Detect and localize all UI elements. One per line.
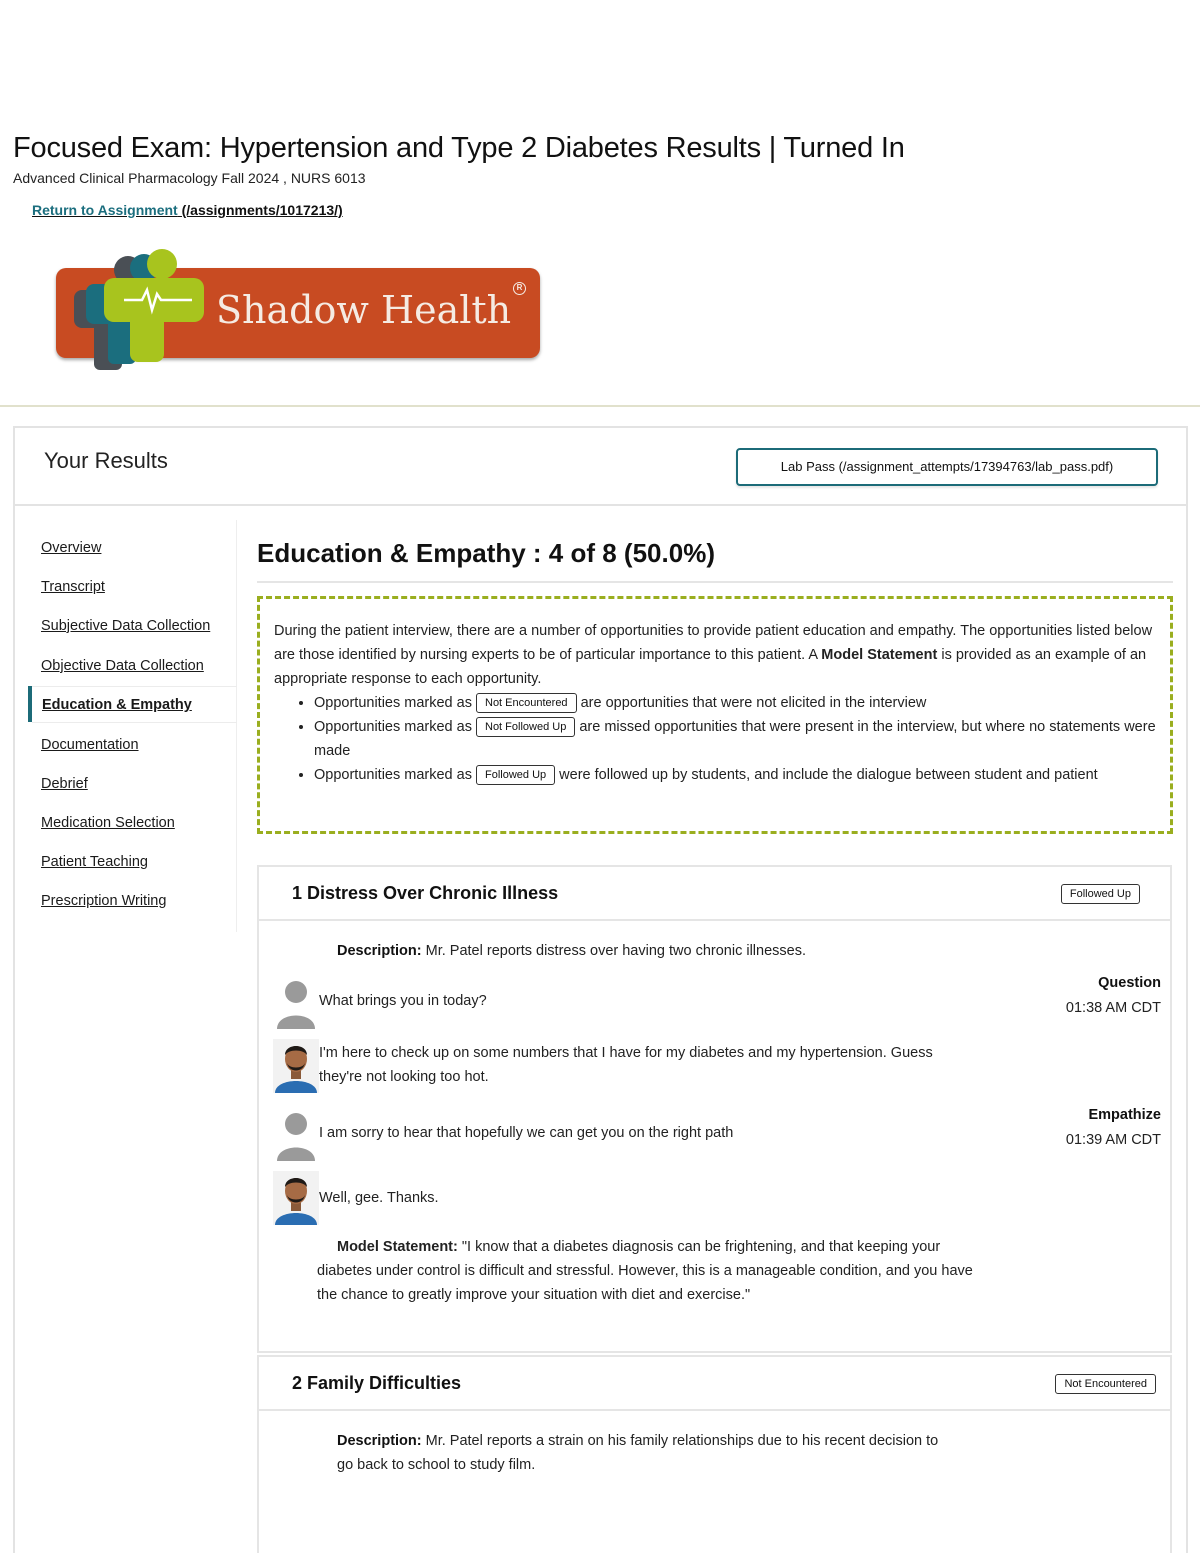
status-legend-list [314,691,1156,787]
info-intro-paragraph [274,619,1156,691]
student-avatar-icon [273,975,319,1029]
message-timestamp: 01:39 AM CDT [1065,1132,1161,1148]
sidebar-item-debrief[interactable]: Debrief [41,776,88,792]
legend-text: were followed up by students, and include the dialogue between student and patient [555,767,1098,783]
transcript-message [273,1107,1163,1161]
opportunity-header [259,867,1170,921]
legend-item [314,763,1156,787]
status-badge: Followed Up [1061,884,1140,904]
description-label: Description: [337,943,422,959]
description-text: Mr. Patel reports a strain on his family relationships due to his recent decision to go back to school to study film. [337,1433,939,1473]
legend-item [314,715,1156,763]
message-type: Question [1098,975,1161,991]
opportunity-card [257,865,1172,1353]
message-text: What brings you in today? [319,993,487,1009]
shadow-health-logo [56,248,542,376]
message-text: I am sorry to hear that hopefully we can get you on the right path [319,1125,734,1141]
description-text: Mr. Patel reports distress over having two chronic illnesses. [421,943,806,959]
info-intro: During the patient interview, there are a number of opportunities to provide patient education and empathy. The opportunities listed below are those identified by nursing experts to be of particular importance to this patient. A [274,623,1153,663]
legend-text: are opportunities that were not elicited in the interview [576,695,927,711]
model-statement-term: Model Statement [821,647,938,663]
sidebar-item-medication-selection[interactable]: Medication Selection [41,815,175,831]
status-badge: Not Followed Up [476,717,575,737]
opportunity-description [337,939,957,963]
sidebar-item-overview[interactable]: Overview [41,540,102,556]
message-text: Well, gee. Thanks. [319,1190,439,1206]
page-title: Focused Exam: Hypertension and Type 2 Diabetes Results | Turned In [13,132,905,164]
status-badge: Not Encountered [1055,1374,1156,1394]
model-statement [317,1235,997,1307]
student-avatar-icon [273,1107,319,1161]
legend-text: Opportunities marked as [314,695,476,711]
section-title-rule [257,581,1173,583]
transcript-message [273,1171,1163,1227]
model-statement-label: Model Statement: [337,1239,458,1255]
sidebar-item-education-empathy[interactable]: Education & Empathy [42,697,192,713]
info-intro-end: is provided as an example of an appropriate response to each opportunity. [274,647,1147,687]
message-timestamp: 01:38 AM CDT [1065,1000,1161,1016]
description-label: Description: [337,1433,422,1449]
status-badge: Not Encountered [476,693,577,713]
transcript-message [273,1039,1163,1095]
active-indicator [28,686,32,722]
opportunity-description [337,1429,947,1477]
sidebar-item-transcript[interactable]: Transcript [41,579,105,595]
return-link-path: (/assignments/1017213/) [177,202,343,218]
patient-avatar-icon [273,1039,319,1093]
sidebar-item-prescription-writing[interactable]: Prescription Writing [41,893,167,909]
lab-pass-button[interactable]: Lab Pass (/assignment_attempts/17394763/lab_pass.pdf) [736,448,1158,486]
transcript-message [273,975,1163,1029]
patient-avatar-icon [273,1171,319,1225]
opportunity-title: 2 Family Difficulties [292,1373,462,1393]
registered-mark: R [513,282,526,295]
header-separator [0,405,1200,407]
results-title: Your Results [44,448,168,473]
opportunity-title: 1 Distress Over Chronic Illness [292,883,559,903]
model-statement-text: "I know that a diabetes diagnosis can be frightening, and that keeping your diabetes under control is difficult and stressful. However, this is a manageable condition, and you have the chance to greatly improve your situation with diet and exercise." [317,1239,973,1303]
legend-text: Opportunities marked as [314,719,476,735]
return-to-assignment-link[interactable] [32,202,343,218]
sidebar-item-subjective-data-collection[interactable]: Subjective Data Collection [41,618,211,634]
shadow-health-logo-icon [64,248,214,376]
legend-item [314,691,1156,715]
legend-text: are missed opportunities that were present in the interview, but where no statements were made [314,719,1156,759]
legend-text: Opportunities marked as [314,767,476,783]
return-link-label: Return to Assignment [32,202,178,218]
message-text: I'm here to check up on some numbers that I have for my diabetes and my hypertension. Guess they're not looking too hot. [319,1045,933,1085]
info-box [257,596,1173,834]
sidebar-item-patient-teaching[interactable]: Patient Teaching [41,854,148,870]
section-title: Education & Empathy : 4 of 8 (50.0%) [257,538,715,568]
opportunity-card [257,1355,1172,1553]
results-header [15,428,1186,506]
status-badge: Followed Up [476,765,555,785]
logo-wordmark: Shadow Health [216,288,512,332]
results-sidebar [13,520,237,932]
active-divider-top [32,686,237,687]
sidebar-item-objective-data-collection[interactable]: Objective Data Collection [41,658,204,674]
message-type: Empathize [1088,1107,1161,1123]
course-name: Advanced Clinical Pharmacology Fall 2024 , NURS 6013 [13,170,366,186]
opportunity-header [259,1357,1170,1411]
active-divider-bottom [32,722,237,723]
sidebar-item-documentation[interactable]: Documentation [41,737,139,753]
